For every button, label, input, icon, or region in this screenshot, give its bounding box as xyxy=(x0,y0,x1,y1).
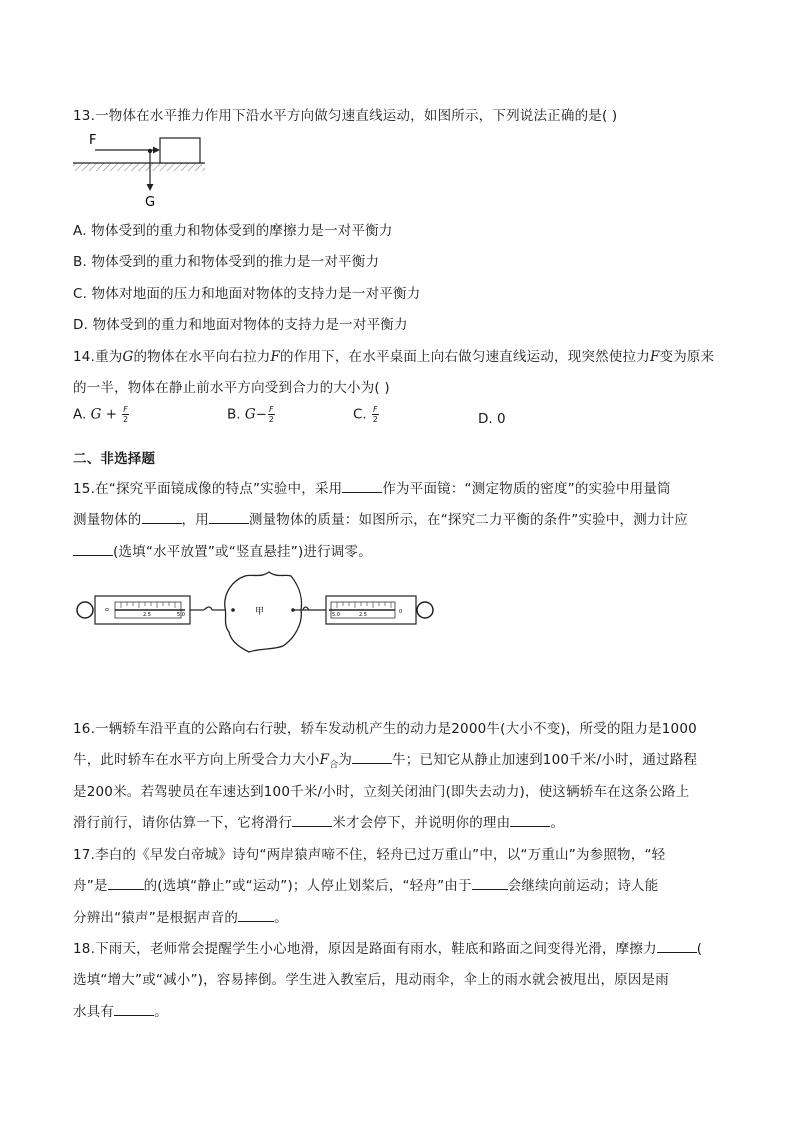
answer-blank[interactable] xyxy=(342,480,382,493)
q15-two-force-balance-diagram xyxy=(73,568,439,660)
scale-mark-5-0-right: 5.0 xyxy=(332,612,340,618)
answer-blank[interactable] xyxy=(114,1003,154,1016)
q13-option-c: C. 物体对地面的压力和地面对物体的支持力是一对平衡力 xyxy=(73,286,421,302)
q17-line3: 分辨出“猿声”是根据声音的 。 xyxy=(73,910,288,926)
q14-stem-line2: 的一半，物体在静止前水平方向受到合力的大小为( ) xyxy=(73,380,390,396)
ground-hatching xyxy=(73,163,205,171)
answer-blank[interactable] xyxy=(73,543,113,556)
scale-mark-2-5: 2.5 xyxy=(143,612,151,618)
answer-blank[interactable] xyxy=(292,814,332,827)
q13-force-diagram xyxy=(73,130,209,208)
answer-blank[interactable] xyxy=(472,877,508,890)
scale-mark-0-right: 0 xyxy=(399,609,403,615)
scale-mark-0: 0 xyxy=(103,608,109,612)
weight-label: G xyxy=(145,195,156,208)
answer-blank[interactable] xyxy=(142,511,182,524)
q18-line1: 18.下雨天，老师常会提醒学生小心地滑，原因是路面有雨水，鞋底和路面之间变得光滑，摩擦力 ( xyxy=(73,941,703,957)
force-label: F xyxy=(89,133,97,148)
q15-line3: (选填“水平放置”或“竖直悬挂”)进行调零。 xyxy=(73,540,372,560)
q14-option-d: D. 0 xyxy=(478,411,506,427)
q17-line2: 舟”是 的(选填“静止”或“运动”)；人停止划桨后，“轻舟”由于 会继续向前运动；诗人能 xyxy=(73,878,659,894)
q16-line3: 是200米。若驾驶员在车速达到100千米/小时，立刻关闭油门(即失去动力)，使这辆轿车在这条公路上 xyxy=(73,784,690,800)
answer-blank[interactable] xyxy=(352,751,392,764)
q18-line3: 水具有 。 xyxy=(73,1004,168,1020)
q13-stem: 13.一物体在水平推力作用下沿水平方向做匀速直线运动，如图所示，下列说法正确的是( ) xyxy=(73,108,618,124)
q14-option-a: A. G + $\frac{F}{2}$ xyxy=(73,405,129,424)
answer-blank[interactable] xyxy=(108,877,144,890)
answer-blank[interactable] xyxy=(209,511,249,524)
q13-option-b: B. 物体受到的重力和物体受到的推力是一对平衡力 xyxy=(73,254,380,270)
fraction: $\frac{F}{2}$ xyxy=(268,405,274,424)
q15-line2: 测量物体的 ，用 测量物体的质量：如图所示，在“探究二力平衡的条件”实验中，测力计应 xyxy=(73,512,688,528)
left-scale-ring xyxy=(77,602,93,618)
q15-line1: 15.在“探究平面镜成像的特点”实验中，采用 作为平面镜：“测定物质的密度”的实验中用量筒 xyxy=(73,481,671,497)
answer-blank[interactable] xyxy=(238,909,274,922)
q13-option-a: A. 物体受到的重力和物体受到的摩擦力是一对平衡力 xyxy=(73,223,393,239)
q16-line1: 16.一辆轿车沿平直的公路向右行驶，轿车发动机产生的动力是2000牛(大小不变)，所受的阻力是1000 xyxy=(73,721,697,737)
q18-line2: 选填“增大”或“减小”)，容易摔倒。学生进入教室后，甩动雨伞，伞上的雨水就会被甩出，原因是雨 xyxy=(73,972,669,988)
fraction: $\frac{F}{2}$ xyxy=(372,405,378,424)
fraction: $\frac{F}{2}$ xyxy=(123,405,129,424)
q17-line1: 17.李白的《早发白帝城》诗句“两岸猿声啼不住，轻舟已过万重山”中，以“万重山”为参照物，“轻 xyxy=(73,847,666,863)
answer-blank[interactable] xyxy=(657,940,697,953)
q14-stem-line1: 14.重为G的物体在水平向右拉力F的作用下，在水平桌面上向右做匀速直线运动，现突然使拉力F变为原来 xyxy=(73,349,715,365)
block xyxy=(160,138,200,163)
section-heading: 二、非选择题 xyxy=(73,451,156,467)
scale-mark-2-5-right: 2.5 xyxy=(359,612,367,618)
q16-line4: 滑行前行，请你估算一下，它将滑行 米才会停下，并说明你的理由 。 xyxy=(73,815,565,831)
q13-option-d: D. 物体受到的重力和地面对物体的支持力是一对平衡力 xyxy=(73,317,408,333)
right-scale-ring xyxy=(417,602,433,618)
scale-mark-5-0: 5.0 xyxy=(177,612,185,618)
q14-option-b: B. G− $\frac{F}{2}$ xyxy=(227,405,274,424)
q14-option-c: C. $\frac{F}{2}$ xyxy=(353,405,378,424)
answer-blank[interactable] xyxy=(510,814,550,827)
card-label: 甲 xyxy=(255,607,265,617)
q16-line2: 牛，此时轿车在水平方向上所受合力大小$F_合$为 牛；已知它从静止加速到100千米/小时，通过路程 xyxy=(73,752,698,771)
